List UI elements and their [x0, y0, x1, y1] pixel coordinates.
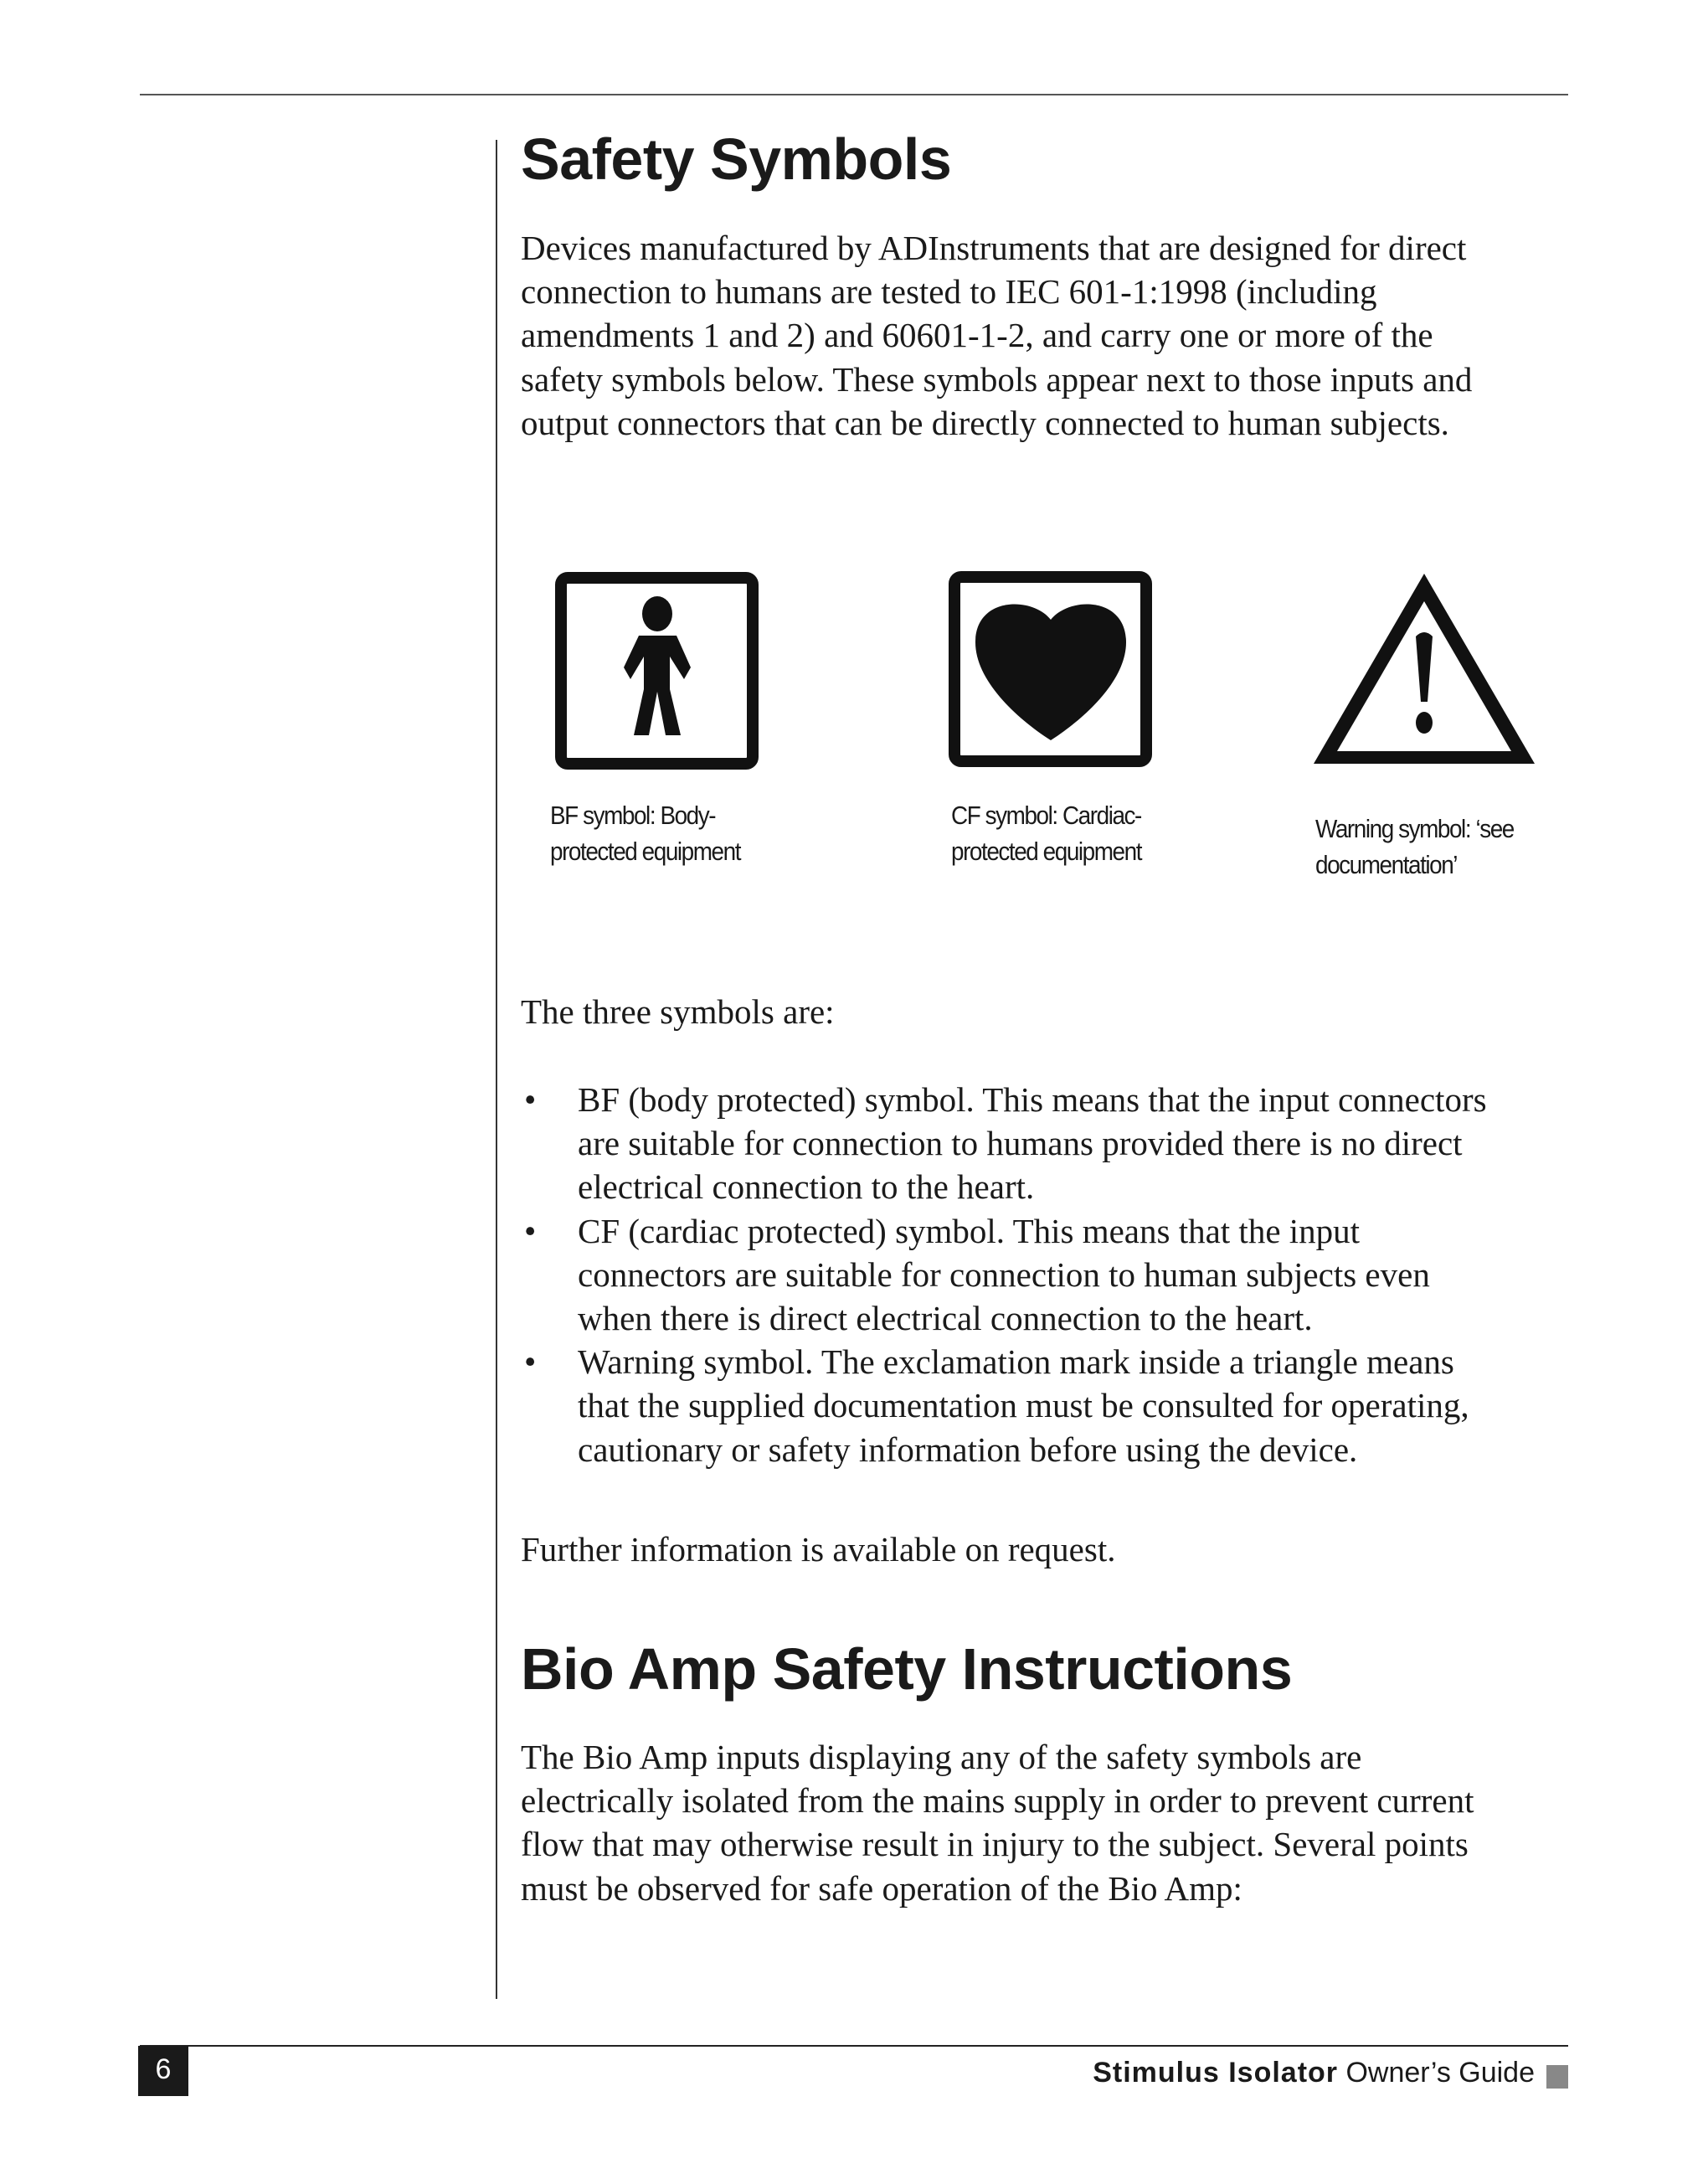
footer-product: Stimulus Isolator	[1093, 2057, 1339, 2089]
footer-guide: Owner’s Guide	[1338, 2057, 1535, 2089]
bf-caption	[550, 797, 740, 869]
text-line: connectors are suitable for connection to human subjects even	[578, 1254, 1430, 1294]
text-line: electrically isolated from the mains supply in order to prevent current	[521, 1781, 1474, 1821]
text-line: connection to humans are tested to IEC 601-1:1998 (including	[521, 272, 1377, 312]
text-line: electrical connection to the heart.	[578, 1167, 1035, 1207]
list-item	[521, 1078, 1487, 1209]
footer-square-icon	[1546, 2065, 1568, 2089]
bullet-icon: •	[524, 1342, 537, 1382]
text-line: safety symbols below. These symbols appear next to those inputs and	[521, 359, 1473, 399]
footer-rule	[140, 2045, 1568, 2047]
section-title-bio-amp: Bio Amp Safety Instructions	[521, 1636, 1293, 1702]
warning-caption	[1315, 811, 1514, 883]
bullet-icon: •	[524, 1080, 537, 1119]
caption-line: BF symbol: Body-	[550, 801, 716, 830]
list-item	[521, 1340, 1487, 1471]
page-number: 6	[138, 2046, 188, 2096]
text-line: The Bio Amp inputs displaying any of the safety symbols are	[521, 1738, 1362, 1776]
list-item	[521, 1209, 1487, 1341]
text-line: CF (cardiac protected) symbol. This means that the input	[578, 1211, 1361, 1250]
bf-body-protected-icon	[555, 572, 759, 770]
caption-line: protected equipment	[550, 837, 741, 866]
text-line: that the supplied documentation must be consulted for operating,	[578, 1386, 1469, 1425]
caption-line: Warning symbol: ‘see	[1315, 814, 1514, 843]
caption-line: CF symbol: Cardiac-	[951, 801, 1141, 830]
list-intro: The three symbols are:	[521, 992, 835, 1031]
cf-cardiac-protected-icon	[949, 571, 1152, 767]
text-line: output connectors that can be directly connected to human subjects.	[521, 403, 1449, 442]
bullet-icon: •	[524, 1211, 537, 1250]
text-line: Warning symbol. The exclamation mark inside a triangle means	[578, 1342, 1454, 1382]
further-info: Further information is available on request.	[521, 1530, 1116, 1568]
margin-rule	[496, 140, 497, 1999]
text-line: are suitable for connection to humans provided there is no direct	[578, 1124, 1463, 1163]
intro-paragraph	[521, 226, 1472, 445]
caption-line: documentation’	[1315, 850, 1458, 879]
bio-amp-paragraph	[521, 1735, 1474, 1910]
text-line: flow that may otherwise result in injury to the subject. Several points	[521, 1825, 1469, 1864]
text-line: when there is direct electrical connection to the heart.	[578, 1298, 1313, 1337]
text-line: BF (body protected) symbol. This means that the input connectors	[578, 1080, 1487, 1119]
section-title-safety-symbols: Safety Symbols	[521, 126, 952, 192]
text-line: cautionary or safety information before using the device.	[578, 1429, 1358, 1469]
text-line: Devices manufactured by ADInstruments that are designed for direct	[521, 229, 1467, 267]
header-rule	[140, 94, 1568, 95]
text-line: amendments 1 and 2) and 60601-1-2, and carry one or more of the	[521, 316, 1433, 355]
text-line: must be observed for safe operation of the Bio Amp:	[521, 1868, 1242, 1908]
warning-triangle-icon	[1312, 569, 1536, 767]
caption-line: protected equipment	[951, 837, 1142, 866]
cf-caption	[951, 797, 1141, 869]
footer-title	[1093, 2057, 1535, 2089]
symbol-list	[521, 1078, 1487, 1471]
